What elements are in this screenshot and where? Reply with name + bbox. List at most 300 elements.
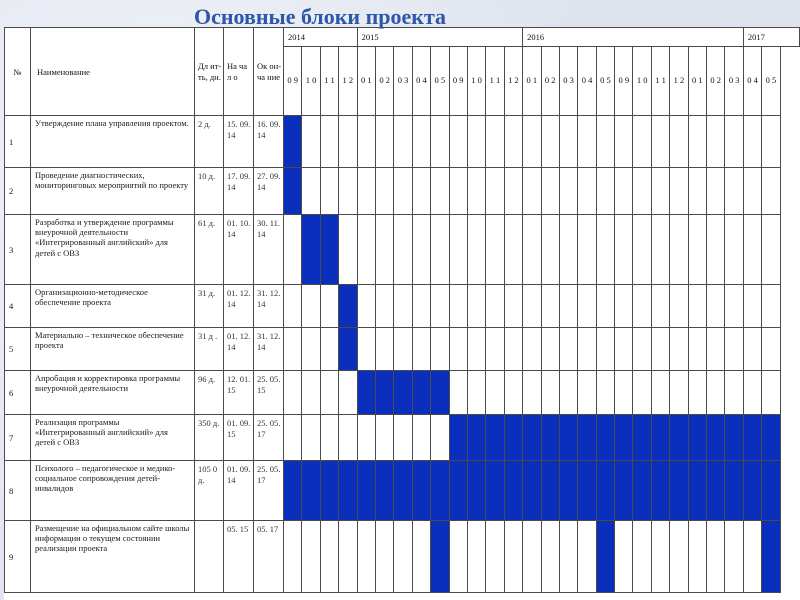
gantt-empty-cell <box>320 415 338 461</box>
gantt-bar-cell <box>762 415 780 461</box>
gantt-empty-cell <box>578 371 596 415</box>
gantt-empty-cell <box>670 116 688 168</box>
gantt-empty-cell <box>504 116 522 168</box>
gantt-empty-cell <box>615 285 633 328</box>
gantt-empty-cell <box>541 371 559 415</box>
gantt-bar-cell <box>688 461 706 521</box>
gantt-empty-cell <box>394 116 412 168</box>
gantt-empty-cell <box>375 328 393 371</box>
gantt-bar-cell <box>486 415 504 461</box>
gantt-empty-cell <box>578 116 596 168</box>
gantt-empty-cell <box>725 371 743 415</box>
gantt-empty-cell <box>651 116 669 168</box>
gantt-empty-cell <box>688 168 706 215</box>
gantt-empty-cell <box>486 371 504 415</box>
gantt-empty-cell <box>688 371 706 415</box>
gantt-bar-cell <box>725 415 743 461</box>
gantt-empty-cell <box>743 285 761 328</box>
gantt-empty-cell <box>449 371 467 415</box>
table-row <box>5 521 800 593</box>
task-start: 17. 09. 14 <box>224 168 254 215</box>
gantt-bar-cell <box>615 461 633 521</box>
gantt-empty-cell <box>651 371 669 415</box>
task-number: 8 <box>5 461 31 521</box>
gantt-bar-cell <box>670 415 688 461</box>
gantt-empty-cell <box>651 215 669 285</box>
gantt-empty-cell <box>615 328 633 371</box>
gantt-empty-cell <box>743 521 761 593</box>
gantt-empty-cell <box>467 371 485 415</box>
gantt-empty-cell <box>302 415 320 461</box>
gantt-empty-cell <box>467 521 485 593</box>
task-name: Психолого – педагогическое и медико-социальное сопровождения детей-инвалидов <box>31 461 195 521</box>
gantt-empty-cell <box>725 168 743 215</box>
task-end: 25. 05. 17 <box>254 415 284 461</box>
gantt-empty-cell <box>725 215 743 285</box>
gantt-empty-cell <box>375 521 393 593</box>
year-header: 2014 <box>284 28 358 47</box>
gantt-empty-cell <box>467 285 485 328</box>
gantt-bar-cell <box>633 461 651 521</box>
gantt-empty-cell <box>320 371 338 415</box>
gantt-empty-cell <box>486 215 504 285</box>
task-name: Реализация программы «Интегрированный английский» для детей с ОВЗ <box>31 415 195 461</box>
gantt-bar-cell <box>541 461 559 521</box>
header-duration: Дл ит- ть, дн. <box>195 28 224 116</box>
gantt-empty-cell <box>743 116 761 168</box>
gantt-empty-cell <box>284 415 302 461</box>
gantt-empty-cell <box>670 521 688 593</box>
task-name: Проведение диагностических, мониторинговых мероприятий по проекту <box>31 168 195 215</box>
gantt-empty-cell <box>412 521 430 593</box>
gantt-empty-cell <box>449 521 467 593</box>
gantt-empty-cell <box>541 215 559 285</box>
month-header: 1 0 <box>302 47 320 116</box>
gantt-empty-cell <box>431 168 449 215</box>
gantt-empty-cell <box>486 168 504 215</box>
gantt-empty-cell <box>320 168 338 215</box>
gantt-empty-cell <box>615 215 633 285</box>
month-header: 0 5 <box>431 47 449 116</box>
gantt-empty-cell <box>357 328 375 371</box>
gantt-empty-cell <box>449 168 467 215</box>
gantt-empty-cell <box>431 328 449 371</box>
gantt-empty-cell <box>743 328 761 371</box>
gantt-bar-cell <box>431 371 449 415</box>
gantt-empty-cell <box>523 116 541 168</box>
gantt-empty-cell <box>523 328 541 371</box>
gantt-empty-cell <box>486 116 504 168</box>
month-header: 0 4 <box>412 47 430 116</box>
gantt-empty-cell <box>762 116 780 168</box>
gantt-bar-cell <box>339 328 357 371</box>
gantt-bar-cell <box>707 415 725 461</box>
gantt-empty-cell <box>431 215 449 285</box>
gantt-empty-cell <box>670 285 688 328</box>
gantt-empty-cell <box>504 168 522 215</box>
task-duration: 31 д . <box>195 328 224 371</box>
gantt-empty-cell <box>486 328 504 371</box>
gantt-empty-cell <box>449 116 467 168</box>
gantt-empty-cell <box>504 285 522 328</box>
table-row <box>5 415 800 461</box>
gantt-empty-cell <box>743 168 761 215</box>
header-end: Ок он- ча ние <box>254 28 284 116</box>
gantt-empty-cell <box>467 328 485 371</box>
gantt-empty-cell <box>596 215 614 285</box>
gantt-empty-cell <box>523 521 541 593</box>
gantt-empty-cell <box>633 168 651 215</box>
gantt-empty-cell <box>339 521 357 593</box>
gantt-empty-cell <box>707 168 725 215</box>
gantt-empty-cell <box>559 168 577 215</box>
gantt-empty-cell <box>633 285 651 328</box>
gantt-bar-cell <box>357 371 375 415</box>
task-end: 25. 05. 17 <box>254 461 284 521</box>
month-header: 0 9 <box>615 47 633 116</box>
gantt-empty-cell <box>651 285 669 328</box>
gantt-empty-cell <box>302 168 320 215</box>
gantt-empty-cell <box>320 285 338 328</box>
month-header: 0 1 <box>357 47 375 116</box>
gantt-empty-cell <box>523 371 541 415</box>
task-number: 1 <box>5 116 31 168</box>
task-end: 31. 12. 14 <box>254 328 284 371</box>
task-name: Утверждение плана управления проектом. <box>31 116 195 168</box>
month-header: 0 5 <box>762 47 780 116</box>
gantt-bar-cell <box>467 415 485 461</box>
month-header: 0 2 <box>707 47 725 116</box>
task-duration: 96 д. <box>195 371 224 415</box>
month-header: 0 4 <box>578 47 596 116</box>
gantt-empty-cell <box>688 328 706 371</box>
gantt-empty-cell <box>302 371 320 415</box>
gantt-empty-cell <box>615 521 633 593</box>
gantt-bar-cell <box>467 461 485 521</box>
gantt-empty-cell <box>670 328 688 371</box>
gantt-empty-cell <box>541 285 559 328</box>
task-number: 6 <box>5 371 31 415</box>
gantt-empty-cell <box>725 328 743 371</box>
gantt-bar-cell <box>375 461 393 521</box>
gantt-empty-cell <box>633 116 651 168</box>
gantt-bar-cell <box>412 371 430 415</box>
gantt-empty-cell <box>559 328 577 371</box>
task-start: 01. 12. 14 <box>224 285 254 328</box>
table-row <box>5 461 800 521</box>
gantt-bar-cell <box>339 285 357 328</box>
month-header: 1 2 <box>670 47 688 116</box>
gantt-empty-cell <box>688 116 706 168</box>
gantt-empty-cell <box>339 215 357 285</box>
gantt-empty-cell <box>357 116 375 168</box>
gantt-empty-cell <box>412 215 430 285</box>
page-title: Основные блоки проекта <box>193 4 447 29</box>
gantt-empty-cell <box>541 521 559 593</box>
gantt-bar-cell <box>578 415 596 461</box>
gantt-empty-cell <box>633 521 651 593</box>
gantt-empty-cell <box>375 415 393 461</box>
gantt-empty-cell <box>725 116 743 168</box>
gantt-empty-cell <box>633 328 651 371</box>
gantt-empty-cell <box>615 371 633 415</box>
header-name: Наименование <box>31 28 195 116</box>
task-duration: 10 д. <box>195 168 224 215</box>
gantt-empty-cell <box>412 168 430 215</box>
gantt-empty-cell <box>449 328 467 371</box>
gantt-empty-cell <box>707 521 725 593</box>
gantt-empty-cell <box>320 116 338 168</box>
gantt-empty-cell <box>707 116 725 168</box>
gantt-empty-cell <box>504 215 522 285</box>
month-header: 0 5 <box>596 47 614 116</box>
gantt-bar-cell <box>394 371 412 415</box>
gantt-empty-cell <box>651 521 669 593</box>
task-number: 4 <box>5 285 31 328</box>
gantt-empty-cell <box>725 521 743 593</box>
gantt-bar-cell <box>559 461 577 521</box>
task-number: 9 <box>5 521 31 593</box>
task-name: Разработка и утверждение программы внеурочной деятельности «Интегрированный английский» для детей с ОВЗ <box>31 215 195 285</box>
gantt-empty-cell <box>486 521 504 593</box>
gantt-empty-cell <box>578 328 596 371</box>
gantt-empty-cell <box>651 328 669 371</box>
gantt-empty-cell <box>559 215 577 285</box>
gantt-empty-cell <box>578 168 596 215</box>
task-end: 27. 09. 14 <box>254 168 284 215</box>
gantt-bar-cell <box>431 521 449 593</box>
gantt-bar-cell <box>302 461 320 521</box>
gantt-empty-cell <box>412 415 430 461</box>
task-duration <box>195 521 224 593</box>
gantt-bar-cell <box>412 461 430 521</box>
gantt-bar-cell <box>651 461 669 521</box>
task-name: Организационно-методическое обеспечение проекта <box>31 285 195 328</box>
gantt-bar-cell <box>284 461 302 521</box>
task-name: Размещение на официальном сайте школы информации о текущем состоянии реализации проекта <box>31 521 195 593</box>
gantt-empty-cell <box>578 285 596 328</box>
gantt-empty-cell <box>578 215 596 285</box>
gantt-empty-cell <box>651 168 669 215</box>
gantt-bar-cell <box>320 215 338 285</box>
gantt-bar-cell <box>670 461 688 521</box>
gantt-empty-cell <box>559 371 577 415</box>
month-header: 0 1 <box>688 47 706 116</box>
task-end: 25. 05. 15 <box>254 371 284 415</box>
header-no: № <box>5 28 31 116</box>
gantt-empty-cell <box>688 215 706 285</box>
gantt-bar-cell <box>284 116 302 168</box>
gantt-bar-cell <box>431 461 449 521</box>
task-duration: 31 д. <box>195 285 224 328</box>
gantt-empty-cell <box>357 285 375 328</box>
task-duration: 105 0 д. <box>195 461 224 521</box>
gantt-bar-cell <box>615 415 633 461</box>
gantt-empty-cell <box>707 328 725 371</box>
month-header: 0 3 <box>559 47 577 116</box>
gantt-bar-cell <box>559 415 577 461</box>
gantt-empty-cell <box>339 168 357 215</box>
task-end: 16. 09. 14 <box>254 116 284 168</box>
gantt-bar-cell <box>707 461 725 521</box>
table-row <box>5 328 800 371</box>
task-number: 5 <box>5 328 31 371</box>
gantt-bar-cell <box>302 215 320 285</box>
gantt-bar-cell <box>633 415 651 461</box>
gantt-empty-cell <box>559 285 577 328</box>
month-header: 0 3 <box>725 47 743 116</box>
gantt-empty-cell <box>394 285 412 328</box>
gantt-empty-cell <box>357 521 375 593</box>
gantt-bar-cell <box>394 461 412 521</box>
gantt-empty-cell <box>320 328 338 371</box>
table-row <box>5 116 800 168</box>
task-number: 3 <box>5 215 31 285</box>
task-number: 7 <box>5 415 31 461</box>
gantt-empty-cell <box>707 371 725 415</box>
gantt-bar-cell <box>743 415 761 461</box>
task-duration: 2 д. <box>195 116 224 168</box>
gantt-bar-cell <box>523 415 541 461</box>
gantt-empty-cell <box>670 371 688 415</box>
gantt-empty-cell <box>743 215 761 285</box>
gantt-empty-cell <box>375 215 393 285</box>
month-header: 1 2 <box>339 47 357 116</box>
gantt-empty-cell <box>725 285 743 328</box>
year-header: 2017 <box>743 28 799 47</box>
gantt-bar-cell <box>688 415 706 461</box>
month-header: 1 0 <box>467 47 485 116</box>
gantt-empty-cell <box>467 116 485 168</box>
gantt-empty-cell <box>302 116 320 168</box>
gantt-empty-cell <box>615 116 633 168</box>
gantt-bar-cell <box>762 521 780 593</box>
task-start: 01. 12. 14 <box>224 328 254 371</box>
gantt-empty-cell <box>596 371 614 415</box>
gantt-empty-cell <box>431 285 449 328</box>
gantt-empty-cell <box>394 215 412 285</box>
gantt-empty-cell <box>302 285 320 328</box>
gantt-empty-cell <box>541 168 559 215</box>
gantt-empty-cell <box>559 521 577 593</box>
gantt-empty-cell <box>688 285 706 328</box>
gantt-bar-cell <box>339 461 357 521</box>
month-header: 0 9 <box>284 47 302 116</box>
gantt-empty-cell <box>302 328 320 371</box>
gantt-bar-cell <box>284 168 302 215</box>
month-header: 0 1 <box>523 47 541 116</box>
gantt-empty-cell <box>394 521 412 593</box>
gantt-empty-cell <box>449 215 467 285</box>
gantt-empty-cell <box>284 285 302 328</box>
gantt-empty-cell <box>431 415 449 461</box>
gantt-empty-cell <box>596 285 614 328</box>
gantt-empty-cell <box>762 328 780 371</box>
month-header: 1 0 <box>633 47 651 116</box>
gantt-empty-cell <box>375 168 393 215</box>
gantt-bar-cell <box>541 415 559 461</box>
gantt-empty-cell <box>688 521 706 593</box>
task-start: 12. 01. 15 <box>224 371 254 415</box>
gantt-empty-cell <box>339 371 357 415</box>
month-header: 0 3 <box>394 47 412 116</box>
month-header: 0 2 <box>375 47 393 116</box>
task-start: 01. 10. 14 <box>224 215 254 285</box>
gantt-bar-cell <box>596 521 614 593</box>
task-duration: 350 д. <box>195 415 224 461</box>
table-row <box>5 215 800 285</box>
gantt-bar-cell <box>743 461 761 521</box>
year-header: 2015 <box>357 28 523 47</box>
gantt-bar-cell <box>762 461 780 521</box>
gantt-empty-cell <box>467 168 485 215</box>
task-end: 30. 11. 14 <box>254 215 284 285</box>
gantt-empty-cell <box>357 168 375 215</box>
task-name: Апробация и корректировка программы внеурочной деятельности <box>31 371 195 415</box>
gantt-bar-cell <box>651 415 669 461</box>
task-end: 31. 12. 14 <box>254 285 284 328</box>
month-header: 1 1 <box>320 47 338 116</box>
gantt-bar-cell <box>596 415 614 461</box>
month-header: 0 2 <box>541 47 559 116</box>
gantt-empty-cell <box>449 285 467 328</box>
gantt-empty-cell <box>633 371 651 415</box>
gantt-empty-cell <box>412 328 430 371</box>
task-duration: 61 д. <box>195 215 224 285</box>
gantt-empty-cell <box>284 328 302 371</box>
table-row <box>5 285 800 328</box>
month-header: 1 1 <box>651 47 669 116</box>
gantt-empty-cell <box>375 116 393 168</box>
gantt-empty-cell <box>394 168 412 215</box>
table-row <box>5 371 800 415</box>
gantt-bar-cell <box>596 461 614 521</box>
gantt-bar-cell <box>504 461 522 521</box>
task-start: 05. 15 <box>224 521 254 593</box>
month-header: 1 1 <box>486 47 504 116</box>
year-header: 2016 <box>523 28 744 47</box>
gantt-table <box>4 27 800 593</box>
gantt-bar-cell <box>375 371 393 415</box>
task-name: Материально – техническое обеспечение проекта <box>31 328 195 371</box>
gantt-empty-cell <box>302 521 320 593</box>
gantt-empty-cell <box>670 168 688 215</box>
gantt-empty-cell <box>762 215 780 285</box>
header-start: На ча л о <box>224 28 254 116</box>
gantt-empty-cell <box>394 415 412 461</box>
gantt-empty-cell <box>431 116 449 168</box>
gantt-empty-cell <box>559 116 577 168</box>
gantt-empty-cell <box>578 521 596 593</box>
gantt-empty-cell <box>504 521 522 593</box>
gantt-bar-cell <box>486 461 504 521</box>
gantt-empty-cell <box>523 215 541 285</box>
gantt-empty-cell <box>523 168 541 215</box>
gantt-bar-cell <box>523 461 541 521</box>
gantt-empty-cell <box>394 328 412 371</box>
gantt-bar-cell <box>449 461 467 521</box>
gantt-bar-cell <box>725 461 743 521</box>
gantt-bar-cell <box>504 415 522 461</box>
gantt-empty-cell <box>467 215 485 285</box>
gantt-empty-cell <box>762 371 780 415</box>
gantt-empty-cell <box>357 215 375 285</box>
gantt-bar-cell <box>357 461 375 521</box>
task-number: 2 <box>5 168 31 215</box>
gantt-empty-cell <box>596 168 614 215</box>
gantt-empty-cell <box>541 328 559 371</box>
gantt-empty-cell <box>707 215 725 285</box>
